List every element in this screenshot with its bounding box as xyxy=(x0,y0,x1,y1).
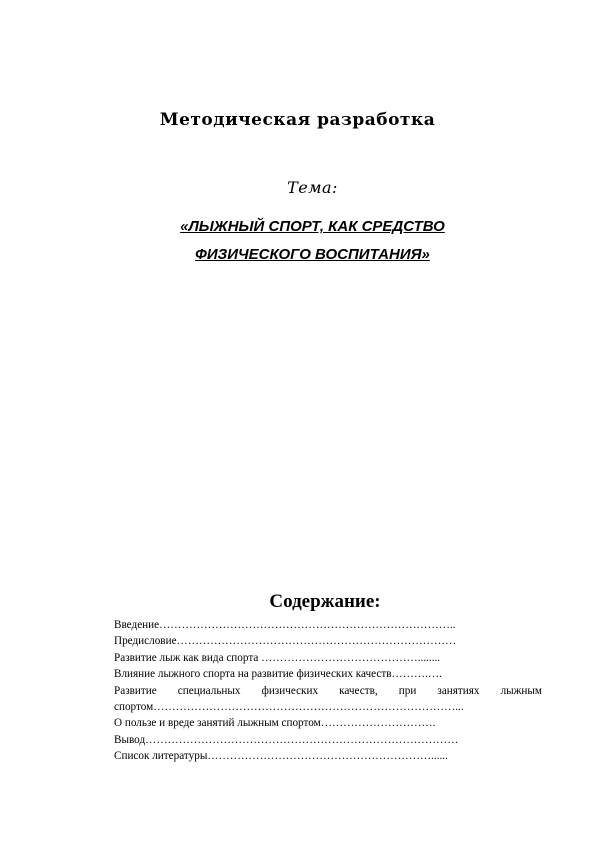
toc-heading: Содержание: xyxy=(269,591,381,612)
topic-title-line-1: «ЛЫЖНЫЙ СПОРТ, КАК СРЕДСТВО xyxy=(180,218,445,235)
toc-item-history: Развитие лыж как вида спорта ……………………………………........ xyxy=(114,651,441,664)
toc-item-influence: Влияние лыжного спорта на развитие физических качеств……….…. xyxy=(114,668,442,681)
topic-title-line-2: ФИЗИЧЕСКОГО ВОСПИТАНИЯ» xyxy=(195,246,430,263)
toc-item-benefits-harm: О пользе и вреде занятий лыжным спортом…………………………. xyxy=(114,717,436,730)
document-heading: Методическая разработка xyxy=(159,110,436,130)
topic-label: Тема: xyxy=(287,178,338,197)
toc-item-references: Список литературы……………………………………………………...... xyxy=(114,750,448,763)
table-of-contents xyxy=(86,617,542,765)
toc-item-preface: Предисловие………………………………………………………………… xyxy=(114,635,457,648)
toc-item-conclusion: Вывод………………………………………………………………………… xyxy=(114,733,459,746)
toc-item-introduction: Введение…………………………………………………………………….. xyxy=(114,619,456,631)
topic-title xyxy=(0,213,595,269)
toc-item-special-qualities: Развитие специальных физических качеств, при занятиях лыжным спортом………………………………………………………………………... xyxy=(114,684,542,714)
